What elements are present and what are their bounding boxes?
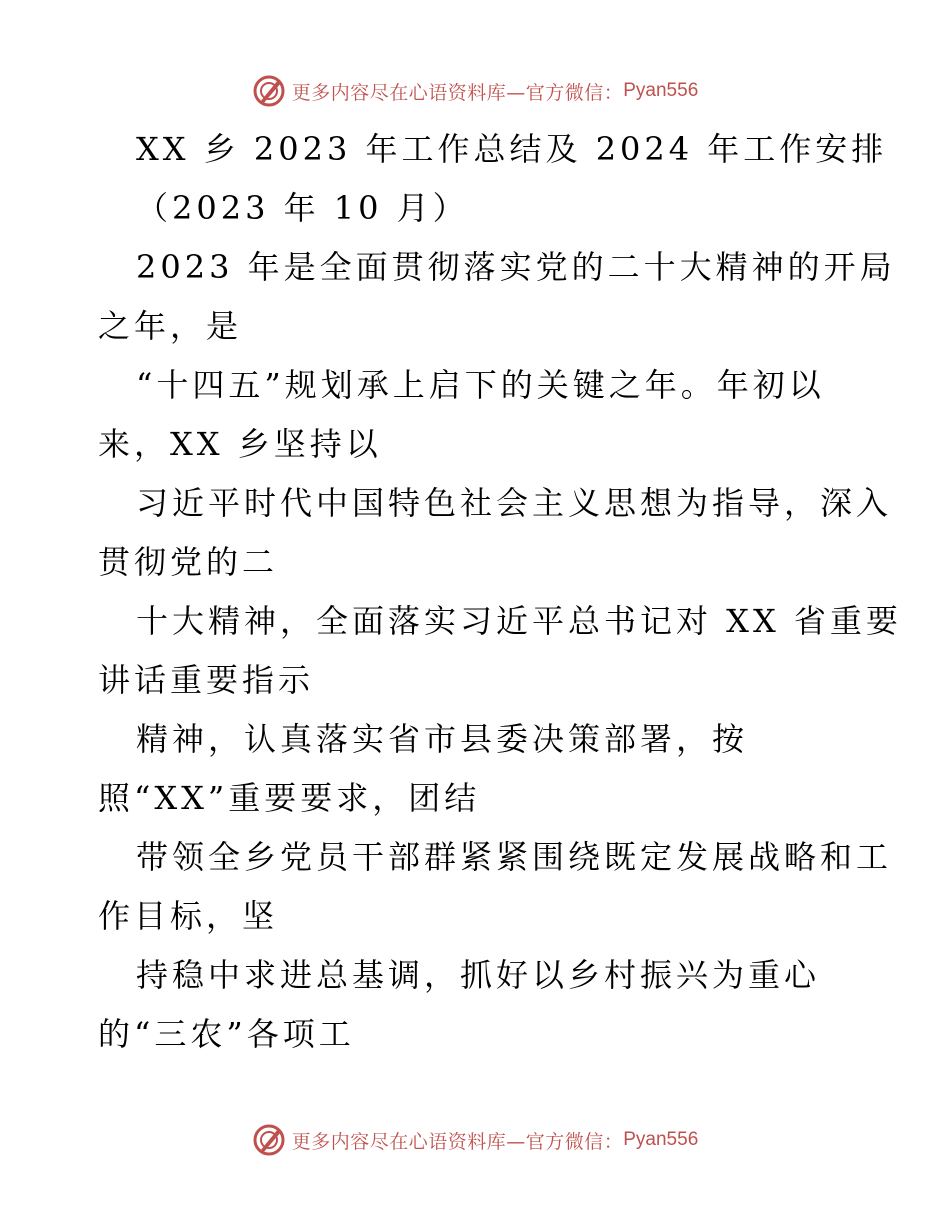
paragraph-line: 贯彻党的二 — [98, 543, 279, 581]
paragraph-line: 习近平时代中国特色社会主义思想为指导，深入 — [136, 484, 893, 522]
paragraph-line: 的“三农”各项工 — [98, 1015, 355, 1053]
paragraph-line: 十大精神，全面落实习近平总书记对 XX 省重要 — [136, 602, 902, 640]
watermark-wechat-id: Pyan556 — [623, 1129, 699, 1150]
document-date: （2023 年 10 月） — [136, 189, 469, 227]
paragraph-line: 之年，是 — [98, 307, 243, 345]
paragraph-line: 持稳中求进总基调，抓好以乡村振兴为重心 — [136, 956, 821, 994]
watermark-header — [0, 71, 950, 111]
document-body — [98, 120, 902, 1064]
paragraph-line: 来，XX 乡坚持以 — [98, 425, 382, 463]
pen-circle-logo-icon — [252, 74, 286, 108]
watermark-text: 更多内容尽在心语资料库—官方微信： — [291, 81, 624, 104]
paragraph-line: 作目标，坚 — [98, 897, 279, 935]
paragraph-line: 2023 年是全面贯彻落实党的二十大精神的开局 — [136, 248, 896, 286]
paragraph-line: 照“XX”重要要求，团结 — [98, 779, 481, 817]
watermark-footer — [0, 1120, 950, 1160]
paragraph-line: “十四五”规划承上启下的关键之年。年初以 — [136, 366, 825, 404]
watermark-text: 更多内容尽在心语资料库—官方微信： — [291, 1130, 624, 1153]
pen-circle-logo-icon — [252, 1123, 286, 1157]
paragraph-line: 带领全乡党员干部群紧紧围绕既定发展战略和工 — [136, 838, 893, 876]
watermark-wechat-id: Pyan556 — [623, 80, 699, 101]
paragraph-line: 讲话重要指示 — [98, 661, 315, 699]
document-title: XX 乡 2023 年工作总结及 2024 年工作安排 — [136, 130, 888, 168]
paragraph-line: 精神，认真落实省市县委决策部署，按 — [136, 720, 749, 758]
